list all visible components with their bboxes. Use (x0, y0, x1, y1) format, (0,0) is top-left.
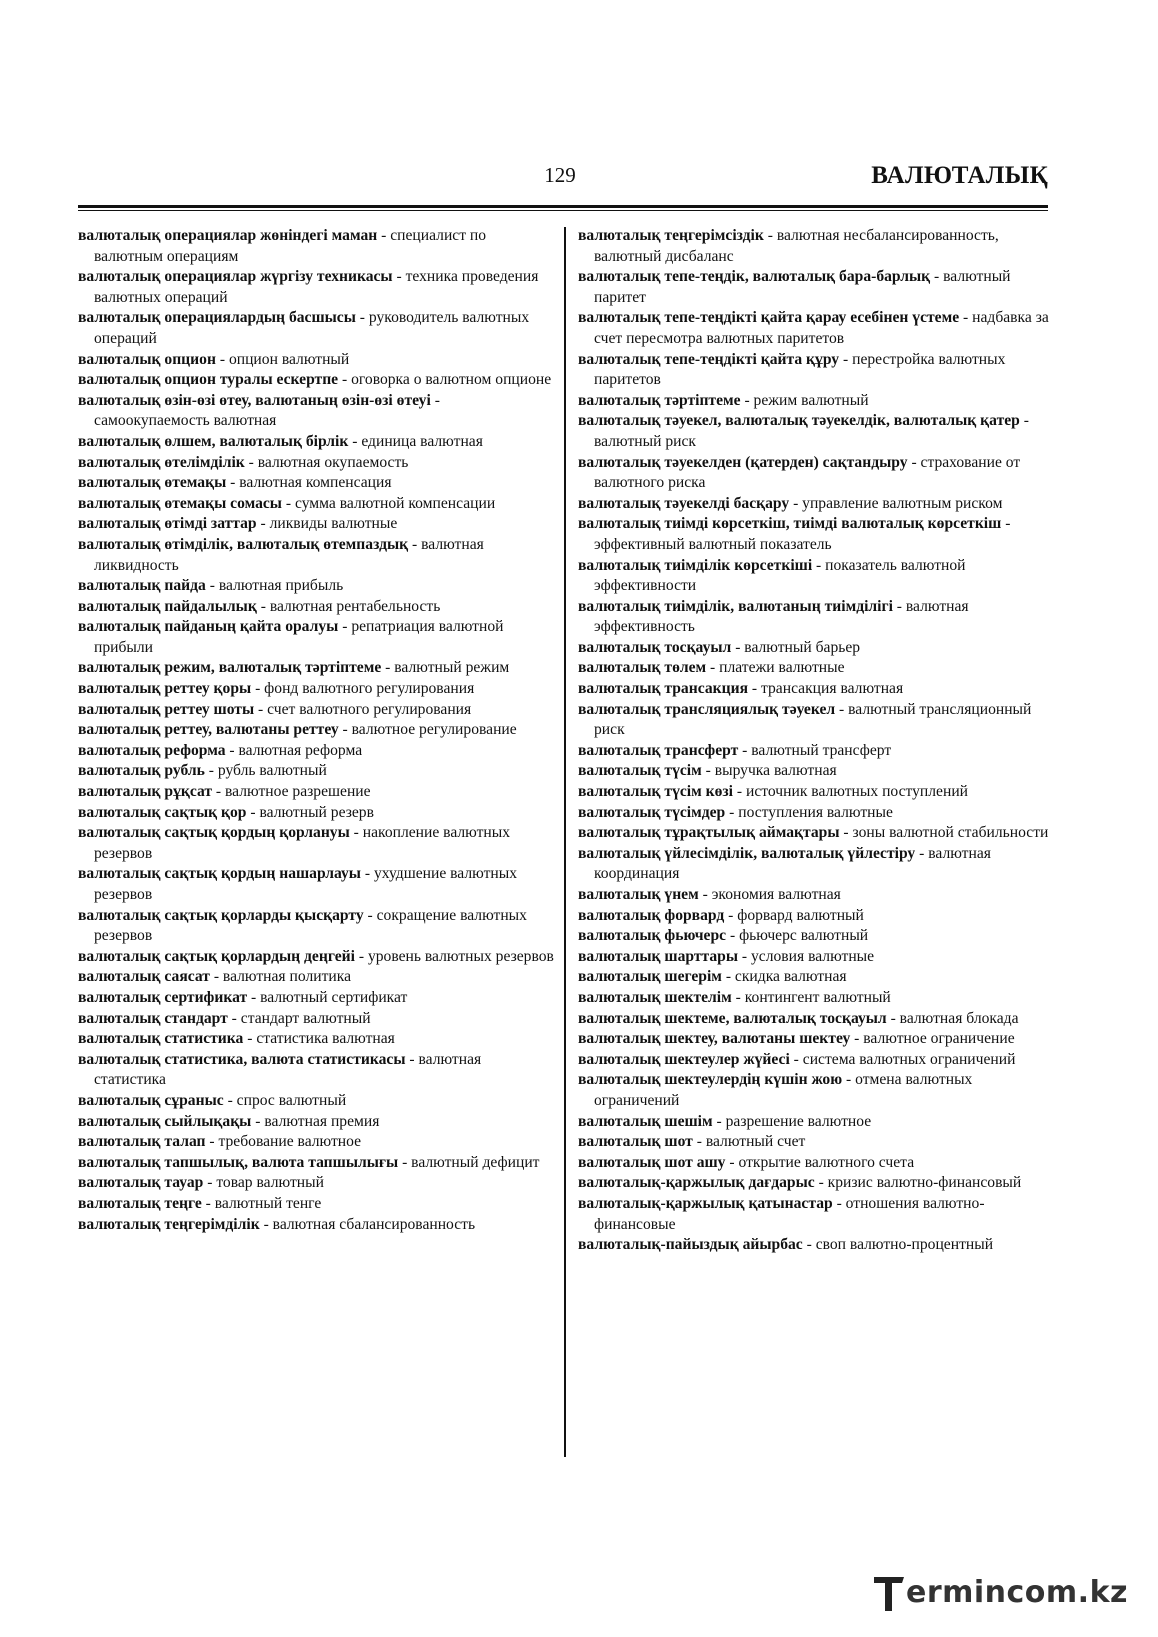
entry-term: валюталық пайда (78, 577, 206, 595)
entry-term: валюталық тепе-теңдікті қайта қарау есебінен үстеме (578, 309, 960, 327)
entry-definition: - ликвиды валютные (256, 515, 398, 533)
entry-definition: - самоокупаемость валютная (94, 391, 440, 430)
dictionary-entry (578, 700, 1054, 741)
dictionary-entry (78, 823, 556, 864)
entry-definition: - надбавка за счет пересмотра валютных паритетов (594, 309, 1049, 347)
running-head: ВАЛЮТАЛЫҚ (871, 162, 1048, 189)
entry-term: валюталық сақтық қор (78, 803, 247, 821)
entry-term: валюталық өтелімділік (78, 453, 245, 471)
entry-term: валюталық тәртіптеме (578, 391, 741, 409)
dictionary-entry (578, 1050, 1054, 1071)
entry-term: валюталық операциялар жүргізу техникасы (78, 268, 393, 286)
entry-definition: - валютное ограничение (850, 1030, 1015, 1048)
entry-term: валюталық шот (578, 1133, 693, 1151)
dictionary-entry (78, 1173, 556, 1194)
entry-term: валюталық өтемақы (78, 474, 227, 492)
dictionary-entry (78, 1050, 556, 1091)
entry-term: валюталық шарттары (578, 947, 738, 965)
entry-definition: - валютный паритет (594, 268, 1011, 306)
entry-term: валюталық саясат (78, 968, 210, 986)
entry-definition: - валютный риск (594, 412, 1029, 450)
entry-definition: - валютный барьер (731, 638, 861, 656)
entry-term: валюталық трансферт (578, 741, 739, 759)
entry-term: валюталық реттеу шоты (78, 700, 255, 718)
dictionary-entry (78, 1215, 556, 1236)
entry-term: валюталық статистика, валюта статистикасы (78, 1050, 406, 1068)
entry-definition: - валютный счет (692, 1133, 806, 1151)
entry-term: валюталық талап (78, 1133, 206, 1151)
entry-term: валюталық тиімділік, валютаның тиімділігі (578, 597, 893, 615)
dictionary-entry (578, 391, 1054, 412)
entry-term: валюталық операциялардың басшысы (78, 309, 356, 327)
entry-term: валюталық тиімді көрсеткіш, тиімді валюталық көрсеткіш (578, 515, 1002, 533)
dictionary-entry (578, 988, 1054, 1009)
dictionary-entry (578, 350, 1054, 391)
entry-term: валюталық шектеулер жүйесі (578, 1050, 790, 1068)
entry-definition: - экономия валютная (698, 886, 841, 903)
entry-definition: - счет валютного регулирования (254, 700, 472, 718)
entry-definition: - рубль валютный (204, 762, 327, 780)
dictionary-entry (78, 1091, 556, 1112)
entry-term: валюталық опцион (78, 350, 216, 368)
dictionary-entry (578, 308, 1054, 349)
dictionary-entry (578, 658, 1054, 679)
entry-term: валюталық үйлесімділік, валюталық үйлестіру (578, 844, 916, 862)
entry-definition: - валютная эффективность (594, 597, 969, 636)
dictionary-entry (78, 1194, 556, 1215)
entry-term: валюталық өтімділік, валюталық өтемпаздық (78, 535, 409, 553)
entry-definition: - кризис валютно-финансовый (814, 1174, 1022, 1192)
entry-term: валюталық статистика (78, 1030, 244, 1048)
dictionary-entry (78, 1132, 556, 1153)
dictionary-entry (78, 720, 556, 741)
entry-definition: - форвард валютный (724, 906, 864, 924)
entry-term: валюталық реттеу қоры (78, 680, 252, 698)
dictionary-entry (578, 494, 1054, 515)
entry-definition: - фьючерс валютный (726, 927, 869, 945)
entry-definition: - режим валютный (740, 391, 869, 409)
entry-term: валюталық-пайыздық айырбас (578, 1236, 803, 1254)
logo-text: ermincom.kz (905, 1575, 1128, 1610)
entry-term: валюталық өтімді заттар (78, 515, 257, 533)
entry-definition: - валютная политика (209, 968, 351, 986)
entry-definition: - валютная координация (594, 844, 991, 883)
entry-term: валюталық сұраныс (78, 1091, 224, 1109)
dictionary-entry (78, 947, 556, 968)
entry-definition: - зоны валютной стабильности (839, 824, 1049, 842)
logo-t-icon (872, 1573, 906, 1613)
entry-term: валюталық тосқауыл (578, 638, 732, 656)
entry-definition: - сумма валютной компенсации (281, 494, 496, 512)
entry-term: валюталық трансляциялық тәуекел (578, 700, 836, 718)
entry-term: валюталық реформа (78, 741, 226, 759)
entry-definition: - валютный резерв (246, 803, 374, 821)
dictionary-entry (78, 226, 556, 267)
entry-definition: - валютная блокада (886, 1009, 1019, 1027)
dictionary-entry (78, 700, 556, 721)
entry-term: валюталық үнем (578, 886, 699, 903)
entry-definition: - валютная прибыль (205, 577, 344, 595)
entry-definition: - платежи валютные (706, 659, 845, 677)
dictionary-entry (78, 741, 556, 762)
entry-definition: - спрос валютный (223, 1091, 347, 1109)
entry-term: валюталық режим, валюталық тәртіптеме (78, 659, 382, 677)
dictionary-entry (78, 782, 556, 803)
entry-definition: - разрешение валютное (712, 1112, 872, 1130)
dictionary-entry (78, 370, 556, 391)
dictionary-entry (78, 1153, 556, 1174)
dictionary-entry (578, 782, 1054, 803)
entry-definition: - техника проведения валютных операций (94, 268, 539, 306)
entry-term: валюталық пайданың қайта оралуы (78, 618, 339, 636)
entry-definition: - эффективный валютный показатель (594, 515, 1011, 553)
entry-definition: - выручка валютная (701, 762, 837, 780)
dictionary-entry (578, 1070, 1054, 1111)
entry-definition: - оговорка о валютном опционе (338, 371, 552, 389)
entry-term: валюталық теңге (78, 1194, 202, 1212)
entry-definition: - единица валютная (348, 432, 483, 450)
entry-definition: - валютная премия (251, 1112, 380, 1130)
entry-definition: - валютная ликвидность (94, 535, 484, 574)
entry-definition: - сокращение валютных резервов (94, 906, 527, 945)
entry-term: валюталық түсімдер (578, 803, 726, 821)
dictionary-entry (78, 617, 556, 658)
entry-term: валюталық түсім (578, 762, 702, 780)
entry-term: валюталық теңгерімсіздік (578, 227, 764, 244)
entry-definition: - валютная сбалансированность (259, 1215, 476, 1233)
entry-definition: - страхование от валютного риска (594, 453, 1021, 492)
entry-definition: - накопление валютных резервов (94, 824, 511, 862)
header-rule (78, 205, 1048, 208)
dictionary-entry (578, 453, 1054, 494)
entry-term: валюталық өзін-өзі өтеу, валютаның өзін-өзі өтеуі (78, 391, 431, 409)
dictionary-entry (578, 638, 1054, 659)
entry-term: валюталық тепе-теңдік, валюталық бара-барлық (578, 268, 931, 286)
dictionary-entry (78, 1029, 556, 1050)
entry-term: валюталық реттеу, валютаны реттеу (78, 721, 339, 739)
dictionary-entry (78, 1112, 556, 1133)
entry-term: валюталық төлем (578, 659, 707, 677)
column-divider (564, 227, 566, 1457)
dictionary-entry (78, 432, 556, 453)
entry-definition: - источник валютных поступлений (733, 783, 969, 801)
dictionary-entry (78, 658, 556, 679)
entry-term: валюталық операциялар жөніндегі маман (78, 227, 378, 244)
entry-term: валюталық тәуекелден (қатерден) сақтандыру (578, 453, 908, 471)
entry-definition: - ухудшение валютных резервов (94, 865, 518, 903)
dictionary-entry (578, 823, 1054, 844)
entry-definition: - система валютных ограничений (789, 1050, 1016, 1068)
entry-term: валюталық тауар (78, 1174, 204, 1192)
entry-definition: - валютная статистика (94, 1050, 482, 1089)
dictionary-entry (578, 885, 1054, 906)
dictionary-entry (78, 473, 556, 494)
dictionary-entry (78, 494, 556, 515)
entry-term: валюталық форвард (578, 906, 725, 924)
entry-term: валюталық шегерім (578, 968, 722, 986)
dictionary-entry (78, 906, 556, 947)
dictionary-entry (578, 267, 1054, 308)
dictionary-entry (578, 597, 1054, 638)
entry-term: валюталық-қаржылық қатынастар (578, 1194, 833, 1212)
dictionary-entry (78, 267, 556, 308)
dictionary-entry (78, 350, 556, 371)
dictionary-entry (578, 556, 1054, 597)
dictionary-entry (578, 226, 1054, 267)
dictionary-entry (78, 803, 556, 824)
entry-definition: - валютное разрешение (212, 783, 371, 801)
footer-logo (872, 1571, 1128, 1615)
entry-term: валюталық түсім көзі (578, 783, 734, 801)
entry-term: валюталық теңгерімділік (78, 1215, 260, 1233)
entry-definition: - валютный тенге (201, 1194, 322, 1212)
entry-term: валюталық өтемақы сомасы (78, 494, 282, 512)
entry-definition: - открытие валютного счета (725, 1153, 915, 1171)
dictionary-entry (78, 1009, 556, 1030)
entry-definition: - валютная окупаемость (244, 453, 409, 471)
dictionary-entry (578, 926, 1054, 947)
entry-term: валюталық тиімділік көрсеткіші (578, 556, 813, 574)
entry-definition: - контингент валютный (731, 988, 891, 1006)
entry-term: валюталық сыйлықақы (78, 1112, 252, 1130)
entry-definition: - опцион валютный (215, 350, 350, 368)
entry-term: валюталық сертификат (78, 988, 248, 1006)
entry-term: валюталық сақтық қорлардың деңгейі (78, 947, 355, 965)
entry-definition: - репатриация валютной прибыли (94, 618, 504, 656)
dictionary-entry (578, 1194, 1054, 1235)
entry-definition: - валютная рентабельность (256, 597, 441, 615)
entry-term: валюталық сақтық қордың қорлануы (78, 824, 350, 842)
entry-term: валюталық фьючерс (578, 927, 727, 945)
dictionary-entry (78, 679, 556, 700)
entry-term: валюталық-қаржылық дағдарыс (578, 1174, 815, 1192)
entry-definition: - фонд валютного регулирования (251, 680, 475, 698)
entry-term: валюталық сақтық қордың нашарлауы (78, 865, 361, 883)
entry-definition: - валютный сертификат (247, 988, 408, 1006)
dictionary-entry (578, 679, 1054, 700)
entry-definition: - стандарт валютный (227, 1009, 371, 1027)
entry-term: валюталық пайдалылық (78, 597, 257, 615)
dictionary-entry (578, 1235, 1054, 1256)
right-column (578, 226, 1054, 1256)
entry-definition: - валютная реформа (225, 741, 363, 759)
dictionary-entry (78, 453, 556, 474)
entry-term: валюталық трансакция (578, 680, 749, 698)
entry-term: валюталық тапшылық, валюта тапшылығы (78, 1153, 399, 1171)
dictionary-entry (578, 1173, 1054, 1194)
entry-term: валюталық сақтық қорларды қысқарту (78, 906, 364, 924)
entry-term: валюталық өлшем, валюталық бірлік (78, 432, 349, 450)
entry-definition: - валютная несбалансированность, валютный дисбаланс (594, 227, 999, 265)
dictionary-entry (578, 1029, 1054, 1050)
entry-definition: - валютное регулирование (338, 721, 517, 739)
entry-definition: - валютный дефицит (398, 1153, 540, 1171)
left-column (78, 226, 556, 1235)
entry-definition: - требование валютное (205, 1133, 362, 1151)
dictionary-entry (578, 906, 1054, 927)
dictionary-entry (578, 741, 1054, 762)
entry-definition: - трансакция валютная (748, 680, 904, 698)
dictionary-entry (78, 391, 556, 432)
entry-definition: - своп валютно-процентный (802, 1236, 994, 1254)
dictionary-entry (78, 308, 556, 349)
entry-definition: - отношения валютно-финансовые (594, 1194, 985, 1233)
dictionary-entry (78, 597, 556, 618)
dictionary-entry (578, 947, 1054, 968)
dictionary-entry (578, 411, 1054, 452)
dictionary-entry (78, 988, 556, 1009)
dictionary-entry (78, 864, 556, 905)
entry-term: валюталық тәуекел, валюталық тәуекелдік, валюталық қатер (578, 412, 1020, 430)
dictionary-entry (578, 1009, 1054, 1030)
entry-definition: - валютный режим (381, 659, 510, 677)
entry-term: валюталық тәуекелді басқару (578, 494, 790, 512)
entry-term: валюталық шектеме, валюталық тосқауыл (578, 1009, 887, 1027)
dictionary-entry (578, 803, 1054, 824)
entry-definition: - показатель валютной эффективности (594, 556, 966, 595)
entry-definition: - управление валютным риском (789, 494, 1003, 512)
dictionary-entry (578, 514, 1054, 555)
entry-definition: - валютная компенсация (226, 474, 392, 492)
entry-definition: - руководитель валютных операций (94, 309, 530, 347)
entry-term: валюталық шектелім (578, 988, 732, 1006)
entry-definition: - товар валютный (203, 1174, 324, 1192)
dictionary-entry (578, 1153, 1054, 1174)
dictionary-entry (78, 967, 556, 988)
dictionary-entry (78, 514, 556, 535)
entry-definition: - статистика валютная (243, 1030, 395, 1048)
entry-definition: - уровень валютных резервов (354, 947, 554, 965)
entry-term: валюталық опцион туралы ескертпе (78, 371, 339, 389)
entry-term: валюталық шот ашу (578, 1153, 726, 1171)
entry-definition: - скидка валютная (721, 968, 847, 986)
entry-definition: - поступления валютные (725, 803, 893, 821)
dictionary-entry (578, 1112, 1054, 1133)
entry-term: валюталық стандарт (78, 1009, 228, 1027)
header-rule-thin (78, 210, 1048, 211)
dictionary-entry (578, 761, 1054, 782)
entry-definition: - перестройка валютных паритетов (594, 350, 1006, 389)
entry-term: валюталық шешім (578, 1112, 713, 1130)
dictionary-entry (78, 535, 556, 576)
entry-term: валюталық шектеу, валютаны шектеу (578, 1030, 851, 1048)
entry-term: валюталық тұрақтылық аймақтары (578, 824, 840, 842)
entry-term: валюталық рұқсат (78, 783, 213, 801)
entry-definition: - валютный трансферт (738, 741, 892, 759)
entry-definition: - валютный трансляционный риск (594, 700, 1032, 739)
entry-definition: - отмена валютных ограничений (594, 1071, 973, 1109)
page-number: 129 (544, 163, 576, 187)
dictionary-entry (578, 844, 1054, 885)
entry-definition: - условия валютные (738, 947, 875, 965)
entry-term: валюталық рубль (78, 762, 205, 780)
dictionary-entry (78, 761, 556, 782)
entry-term: валюталық шектеулердің күшін жою (578, 1071, 843, 1089)
dictionary-entry (578, 1132, 1054, 1153)
dictionary-entry (78, 576, 556, 597)
dictionary-entry (578, 967, 1054, 988)
entry-term: валюталық тепе-теңдікті қайта құру (578, 350, 840, 368)
entry-definition: - специалист по валютным операциям (94, 227, 487, 265)
